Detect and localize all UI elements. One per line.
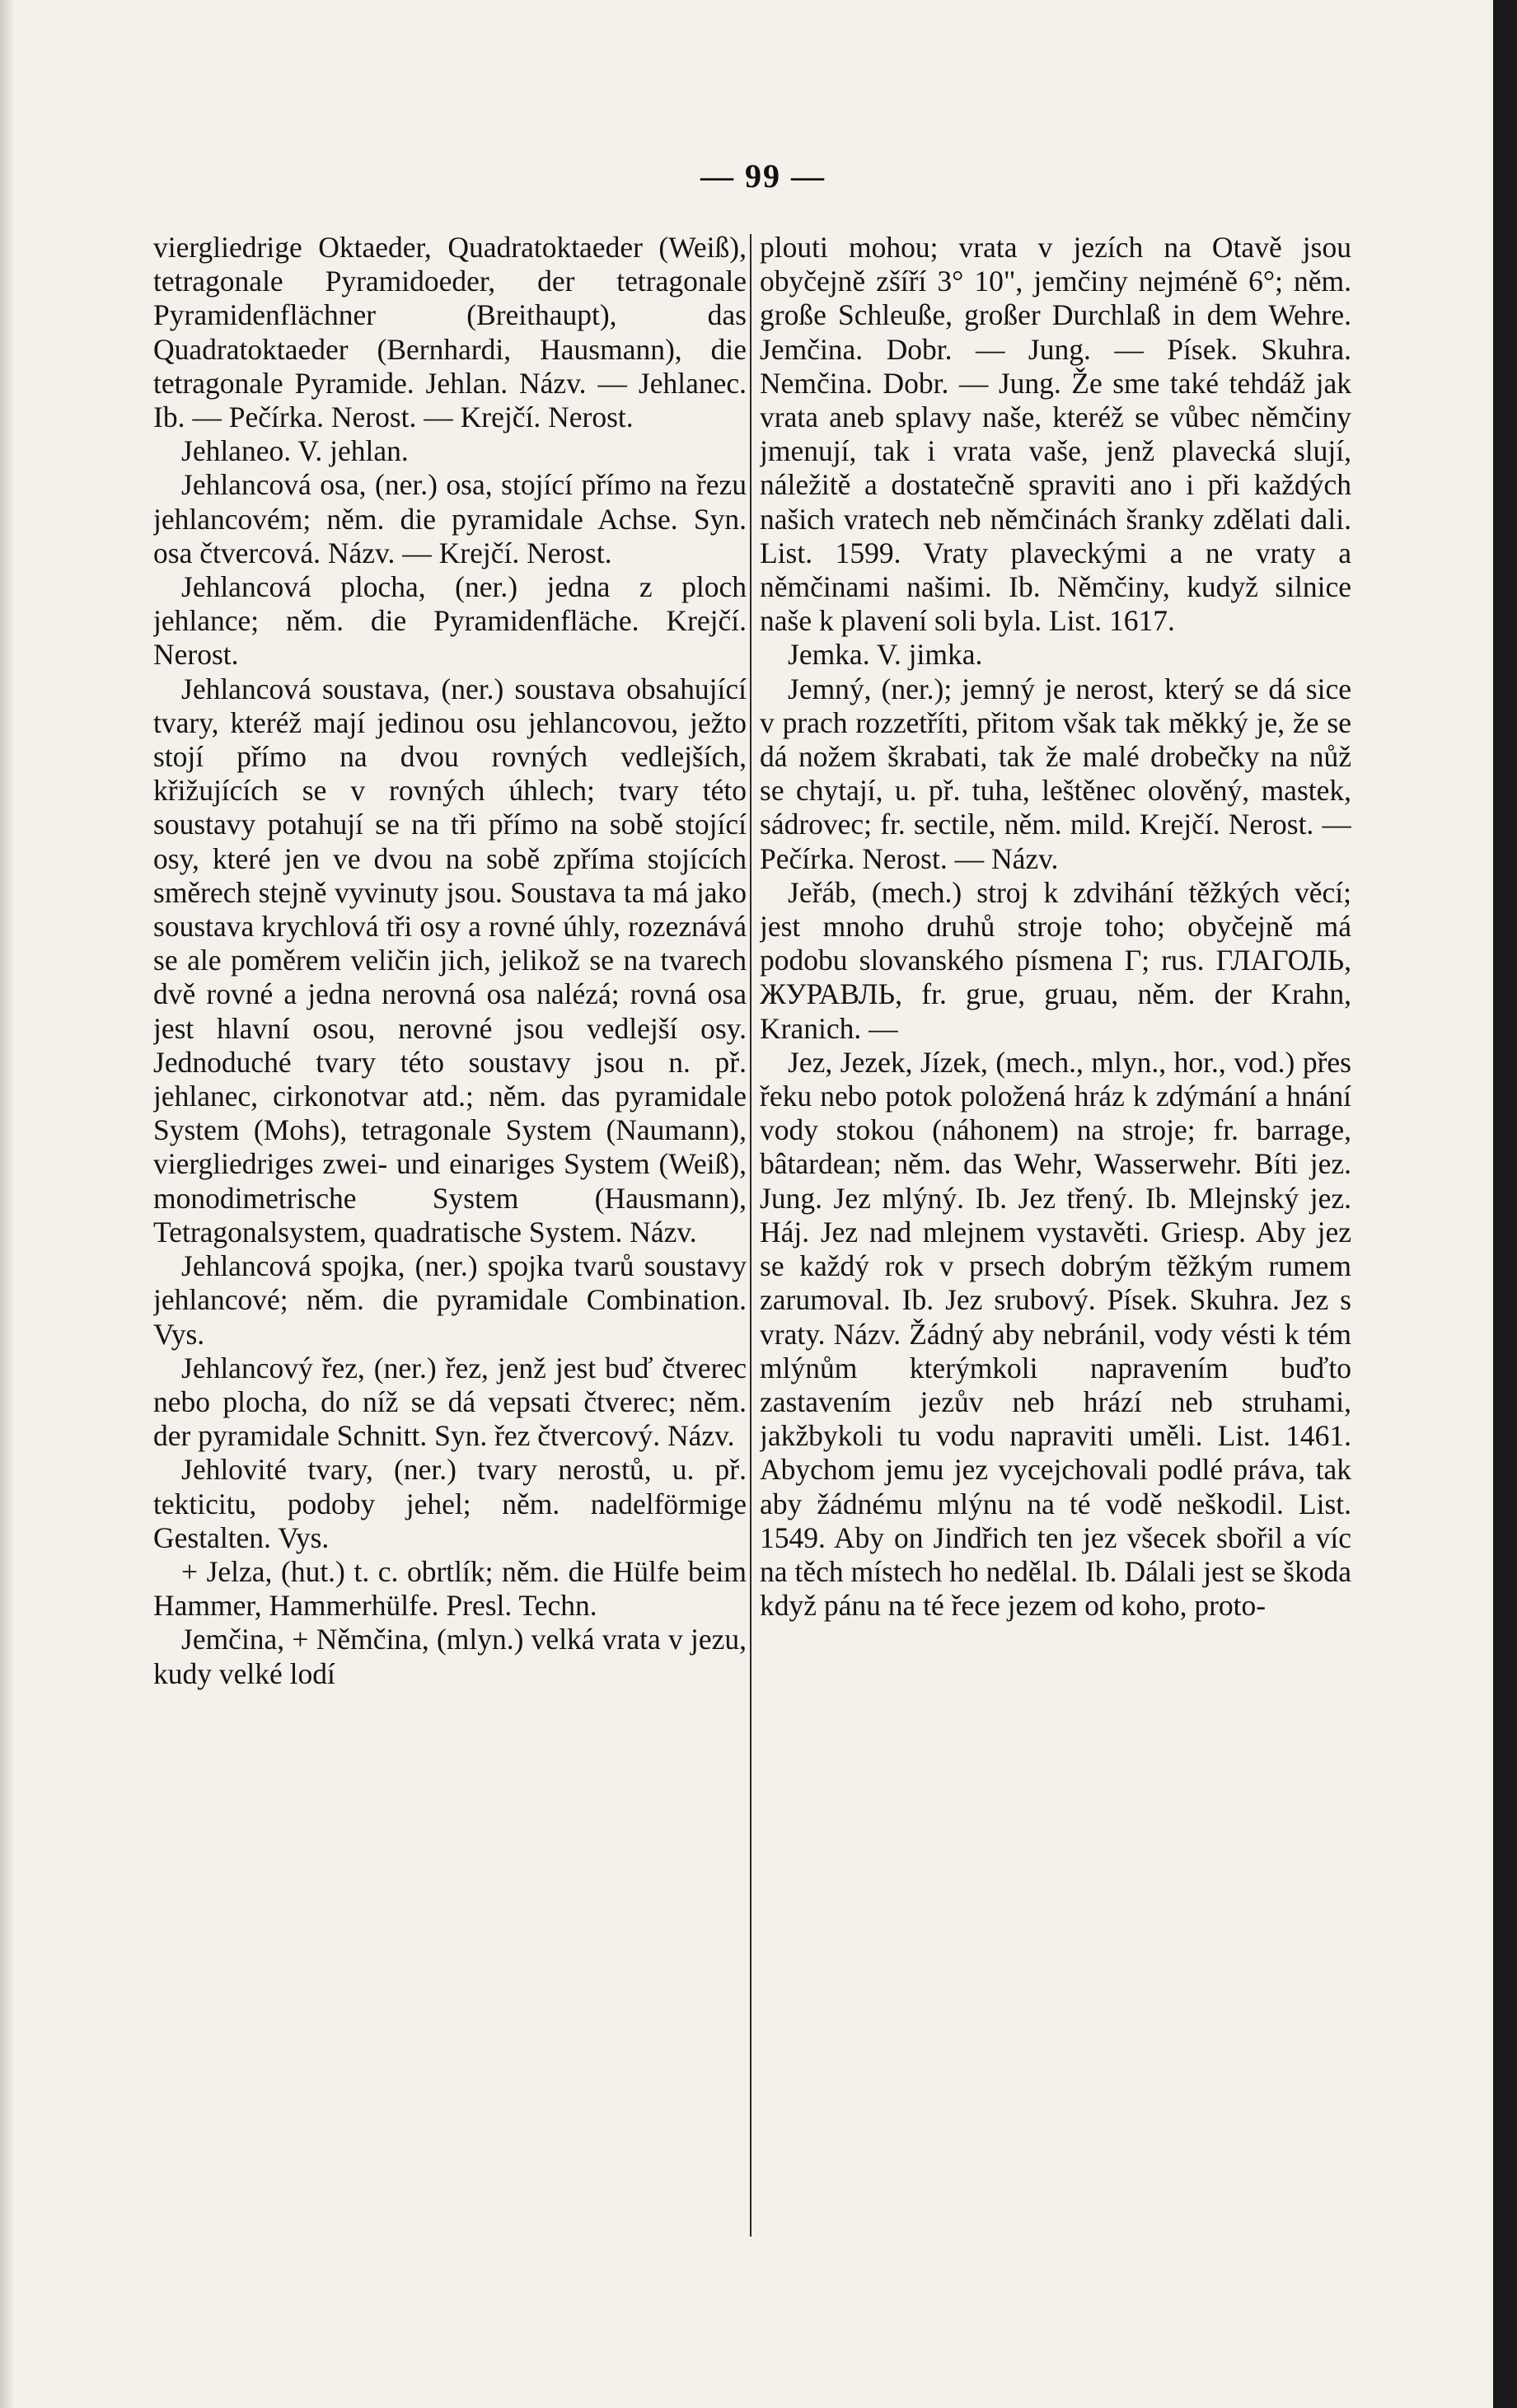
page-number: — 99 — — [700, 157, 826, 194]
entry: + Jelza, (hut.) t. c. obrtlík; něm. die Hülfe beim Hammer, Hammerhülfe. Presl. Techn. — [153, 1554, 747, 1623]
entry: Jehlancová spojka, (ner.) spojka tvarů soustavy jehlancové; něm. die pyramidale Combination. Vys. — [153, 1249, 747, 1351]
entry: Jehlancová osa, (ner.) osa, stojící přímo na řezu jehlancovém; něm. die pyramidale Achse. Syn. osa čtvercová. Názv. — Krejčí. Nerost. — [153, 468, 747, 569]
entry: Jez, Jezek, Jízek, (mech., mlyn., hor., vod.) přes řeku nebo potok položená hráz k zdýmání a hnání vody stokou (náhonem) na stroje; fr. barrage, bâtardean; něm. das Wehr, Wasserwehr. Bíti jez. Jung. Jez mlýný. Ib. Jez třený. Ib. Mlejnský jez. Háj. Jez nad mlejnem vystavěti. Griesp. Aby jez se každý rok v prsech dobrým těžkým rumem zarumoval. Ib. Jez srubový. Písek. Skuhra. Jez s vraty. Názv. Žádný aby nebránil, vody vésti k tém mlýnům kterýmkoli napravením buďto zastavením jezův neb hrází neb struhami, jakžbykoli tu vodu napraviti uměli. List. 1461. Abychom jemu jez vycejchovali podlé práva, tak aby žádnému mlýnu na té vodě neškodil. List. 1549. Aby on Jindřich ten jez všecek sbořil a víc na těch místech ho nedělal. Ib. Dálali jest se škoda když pánu na té řece jezem od koho, proto- — [760, 1045, 1351, 1623]
entry: viergliedrige Oktaeder, Quadratoktaeder (Weiß), tetragonale Pyramidoeder, der tetragonale Pyramidenflächner (Breithaupt), das Quadratoktaeder (Bernhardi, Hausmann), die tetragonale Pyramide. Jehlan. Názv. — Jehlanec. Ib. — Pečírka. Nerost. — Krejčí. Nerost. — [153, 231, 747, 434]
page-edge-shadow — [0, 0, 15, 2408]
entry: Jemný, (ner.); jemný je nerost, který se dá sice v prach rozzetříti, přitom však tak měkký je, že se dá nožem škrabati, tak že malé drobečky na nůž se chytají, u. př. tuha, leštěnec olověný, mastek, sádrovec; fr. sectile, něm. mild. Krejčí. Nerost. — Pečírka. Nerost. — Názv. — [760, 672, 1351, 875]
entry: Jehlaneo. V. jehlan. — [181, 434, 409, 468]
entry: Jeřáb, (mech.) stroj k zdvihání těžkých věcí; jest mnoho druhů stroje toho; obyčejně má podobu slovanského písmena Г; rus. ГЛАГОЛЬ, ЖУРАВЛЬ, fr. grue, gruau, něm. der Krahn, Kranich. — — [760, 875, 1351, 1045]
entry: Jehlancová soustava, (ner.) soustava obsahující tvary, kteréž mají jedinou osu jehlancovou, ježto stojí přímo na dvou rovných vedlejších, křižujících se v rovných úhlech; tvary této soustavy potahují se na tři přímo na sobě stojící osy, které jen ve dvou na sobě zpříma stojících směrech stejně vyvinuty jsou. Soustava ta má jako soustava krychlová tři osy a rovné úhly, rozeznává se ale poměrem veličin jich, jelikož se na tvarech dvě rovné a jedna nerovná osa nalézá; rovná osa jest hlavní osou, nerovné jsou vedlejší osy. Jednoduché tvary této soustavy jsou n. př. jehlanec, cirkonotvar atd.; něm. das pyramidale System (Mohs), tetragonale System (Naumann), viergliedriges zwei- und einariges System (Weiß), monodimetrische System (Hausmann), Tetragonalsystem, quadratische System. Názv. — [153, 672, 747, 1249]
entry: plouti mohou; vrata v jezích na Otavě jsou obyčejně zšíří 3° 10", jemčiny nejméně 6°; něm. große Schleuße, großer Durchlaß in dem Wehre. Jemčina. Dobr. — Jung. — Písek. Skuhra. Nemčina. Dobr. — Jung. Že sme také tehdáž jak vrata aneb splavy naše, kteréž se vůbec němčiny jmenují, tak i vrata vaše, jenž plavecká slují, náležitě a dostatečně spraviti ano i při každých našich vratech neb němčinách šranky zdělati dali. List. 1599. Vraty plaveckými a ne vraty a němčinami našimi. Ib. Němčiny, kudyž silnice naše k plavení soli byla. List. 1617. — [760, 231, 1351, 638]
entry: Jehlancový řez, (ner.) řez, jenž jest buď čtverec nebo plocha, do níž se dá vepsati čtverec; něm. der pyramidale Schnitt. Syn. řez čtvercový. Názv. — [153, 1351, 747, 1453]
entry: Jehlovité tvary, (ner.) tvary nerostů, u. př. tekticitu, podoby jehel; něm. nadelförmige Gestalten. Vys. — [153, 1453, 747, 1554]
column-divider — [750, 234, 751, 2237]
entry: Jemčina, + Němčina, (mlyn.) velká vrata v jezu, kudy velké lodí — [153, 1623, 747, 1690]
entry: Jemka. V. jimka. — [788, 638, 983, 672]
left-column — [153, 231, 747, 2242]
entry: Jehlancová plocha, (ner.) jedna z ploch jehlance; něm. die Pyramidenfläche. Krejčí. Nerost. — [153, 570, 747, 672]
right-column — [760, 231, 1351, 2242]
